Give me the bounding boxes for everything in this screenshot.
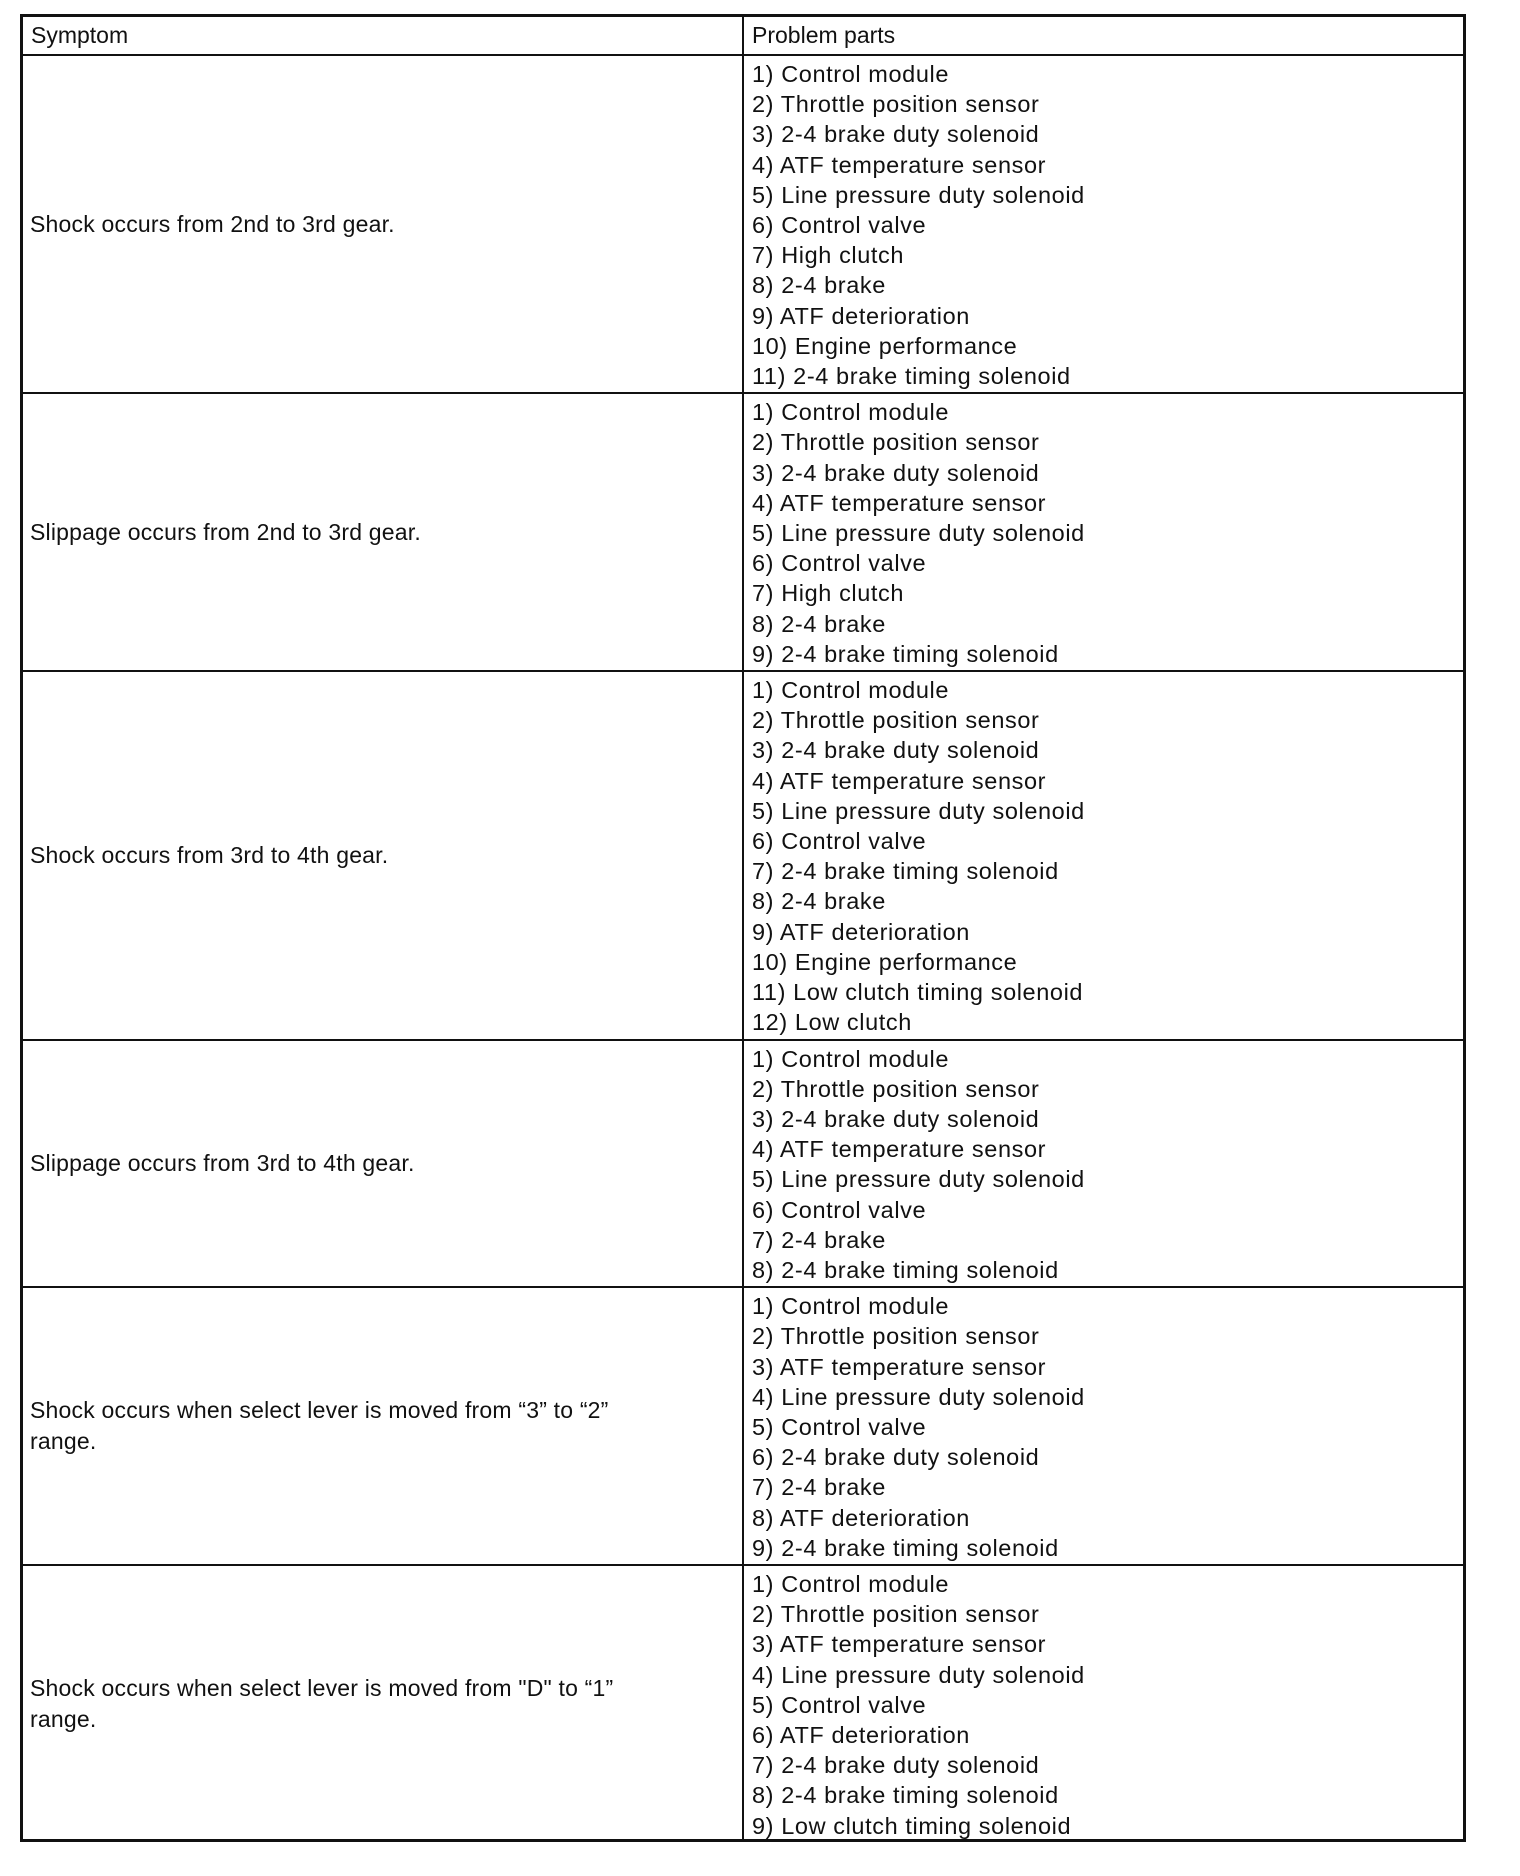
list-item: 9) ATF deterioration — [752, 918, 970, 945]
list-item: 1) Control module — [752, 677, 949, 704]
list-item: 8) 2-4 brake — [752, 888, 886, 915]
list-item: 7) High clutch — [752, 242, 905, 269]
list-item: 4) ATF temperature sensor — [752, 489, 1047, 516]
troubleshooting-table — [23, 17, 1463, 1842]
list-item: 11) 2-4 brake timing solenoid — [752, 363, 1071, 390]
list-item: 7) High clutch — [752, 580, 905, 607]
list-item: 7) 2-4 brake — [752, 1474, 886, 1501]
list-item: 6) Control valve — [752, 828, 927, 855]
list-item: 1) Control module — [752, 1293, 949, 1320]
symptom-cell: Slippage occurs from 2nd to 3rd gear. — [23, 393, 743, 671]
list-item: 9) 2-4 brake timing solenoid — [752, 1534, 1059, 1561]
list-item: 3) ATF temperature sensor — [752, 1631, 1047, 1658]
symptom-cell: Shock occurs when select lever is moved from “3” to “2” range. — [23, 1287, 743, 1565]
list-item: 4) Line pressure duty solenoid — [752, 1383, 1085, 1410]
problem-parts-list — [752, 675, 1463, 1037]
table-row — [23, 393, 1463, 671]
list-item: 9) 2-4 brake timing solenoid — [752, 640, 1059, 667]
list-item: 8) 2-4 brake timing solenoid — [752, 1782, 1059, 1809]
problem-parts-cell — [743, 1565, 1463, 1842]
table-row — [23, 1565, 1463, 1842]
symptom-cell: Shock occurs from 3rd to 4th gear. — [23, 671, 743, 1039]
list-item: 3) 2-4 brake duty solenoid — [752, 737, 1040, 764]
list-item: 3) ATF temperature sensor — [752, 1353, 1047, 1380]
table-row — [23, 671, 1463, 1039]
problem-parts-list — [752, 59, 1463, 391]
list-item: 6) Control valve — [752, 1196, 927, 1223]
list-item: 1) Control module — [752, 1045, 949, 1072]
list-item: 2) Throttle position sensor — [752, 91, 1040, 118]
list-item: 10) Engine performance — [752, 948, 1018, 975]
list-item: 8) ATF deterioration — [752, 1504, 970, 1531]
list-item: 7) 2-4 brake timing solenoid — [752, 858, 1059, 885]
table-row — [23, 55, 1463, 393]
problem-parts-cell — [743, 1040, 1463, 1288]
list-item: 12) Low clutch — [752, 1009, 912, 1036]
list-item: 6) 2-4 brake duty solenoid — [752, 1444, 1040, 1471]
list-item: 8) 2-4 brake — [752, 610, 886, 637]
list-item: 9) Low clutch timing solenoid — [752, 1812, 1072, 1839]
list-item: 2) Throttle position sensor — [752, 429, 1040, 456]
list-item: 6) ATF deterioration — [752, 1721, 970, 1748]
table-body — [23, 55, 1463, 1842]
list-item: 3) 2-4 brake duty solenoid — [752, 1105, 1040, 1132]
list-item: 5) Line pressure duty solenoid — [752, 1166, 1085, 1193]
problem-parts-list — [752, 1569, 1463, 1841]
problem-parts-cell — [743, 1287, 1463, 1565]
list-item: 6) Control valve — [752, 212, 927, 239]
list-item: 5) Line pressure duty solenoid — [752, 797, 1085, 824]
list-item: 3) 2-4 brake duty solenoid — [752, 121, 1040, 148]
list-item: 2) Throttle position sensor — [752, 1323, 1040, 1350]
problem-parts-list — [752, 1291, 1463, 1563]
list-item: 10) Engine performance — [752, 332, 1018, 359]
list-item: 4) ATF temperature sensor — [752, 767, 1047, 794]
problem-parts-column-header: Problem parts — [743, 17, 1463, 55]
list-item: 4) ATF temperature sensor — [752, 1136, 1047, 1163]
header-row — [23, 17, 1463, 55]
list-item: 4) ATF temperature sensor — [752, 151, 1047, 178]
list-item: 8) 2-4 brake — [752, 272, 886, 299]
list-item: 1) Control module — [752, 1570, 949, 1597]
list-item: 7) 2-4 brake duty solenoid — [752, 1752, 1040, 1779]
table-row — [23, 1287, 1463, 1565]
symptom-cell: Slippage occurs from 3rd to 4th gear. — [23, 1040, 743, 1288]
list-item: 9) ATF deterioration — [752, 302, 970, 329]
list-item: 3) 2-4 brake duty solenoid — [752, 459, 1040, 486]
list-item: 6) Control valve — [752, 550, 927, 577]
table-row — [23, 1040, 1463, 1288]
list-item: 2) Throttle position sensor — [752, 707, 1040, 734]
list-item: 1) Control module — [752, 399, 949, 426]
problem-parts-cell — [743, 55, 1463, 393]
list-item: 2) Throttle position sensor — [752, 1075, 1040, 1102]
problem-parts-list — [752, 397, 1463, 669]
symptom-column-header: Symptom — [23, 17, 743, 55]
problem-parts-list — [752, 1044, 1463, 1286]
list-item: 5) Control valve — [752, 1691, 927, 1718]
symptom-cell: Shock occurs when select lever is moved from "D" to “1” range. — [23, 1565, 743, 1842]
symptom-cell: Shock occurs from 2nd to 3rd gear. — [23, 55, 743, 393]
problem-parts-cell — [743, 671, 1463, 1039]
troubleshooting-table-frame — [20, 14, 1466, 1842]
list-item: 5) Line pressure duty solenoid — [752, 181, 1085, 208]
list-item: 5) Line pressure duty solenoid — [752, 520, 1085, 547]
list-item: 5) Control valve — [752, 1413, 927, 1440]
list-item: 11) Low clutch timing solenoid — [752, 979, 1084, 1006]
list-item: 7) 2-4 brake — [752, 1226, 886, 1253]
list-item: 8) 2-4 brake timing solenoid — [752, 1256, 1059, 1283]
problem-parts-cell — [743, 393, 1463, 671]
list-item: 4) Line pressure duty solenoid — [752, 1661, 1085, 1688]
list-item: 1) Control module — [752, 61, 949, 87]
list-item: 2) Throttle position sensor — [752, 1601, 1040, 1628]
